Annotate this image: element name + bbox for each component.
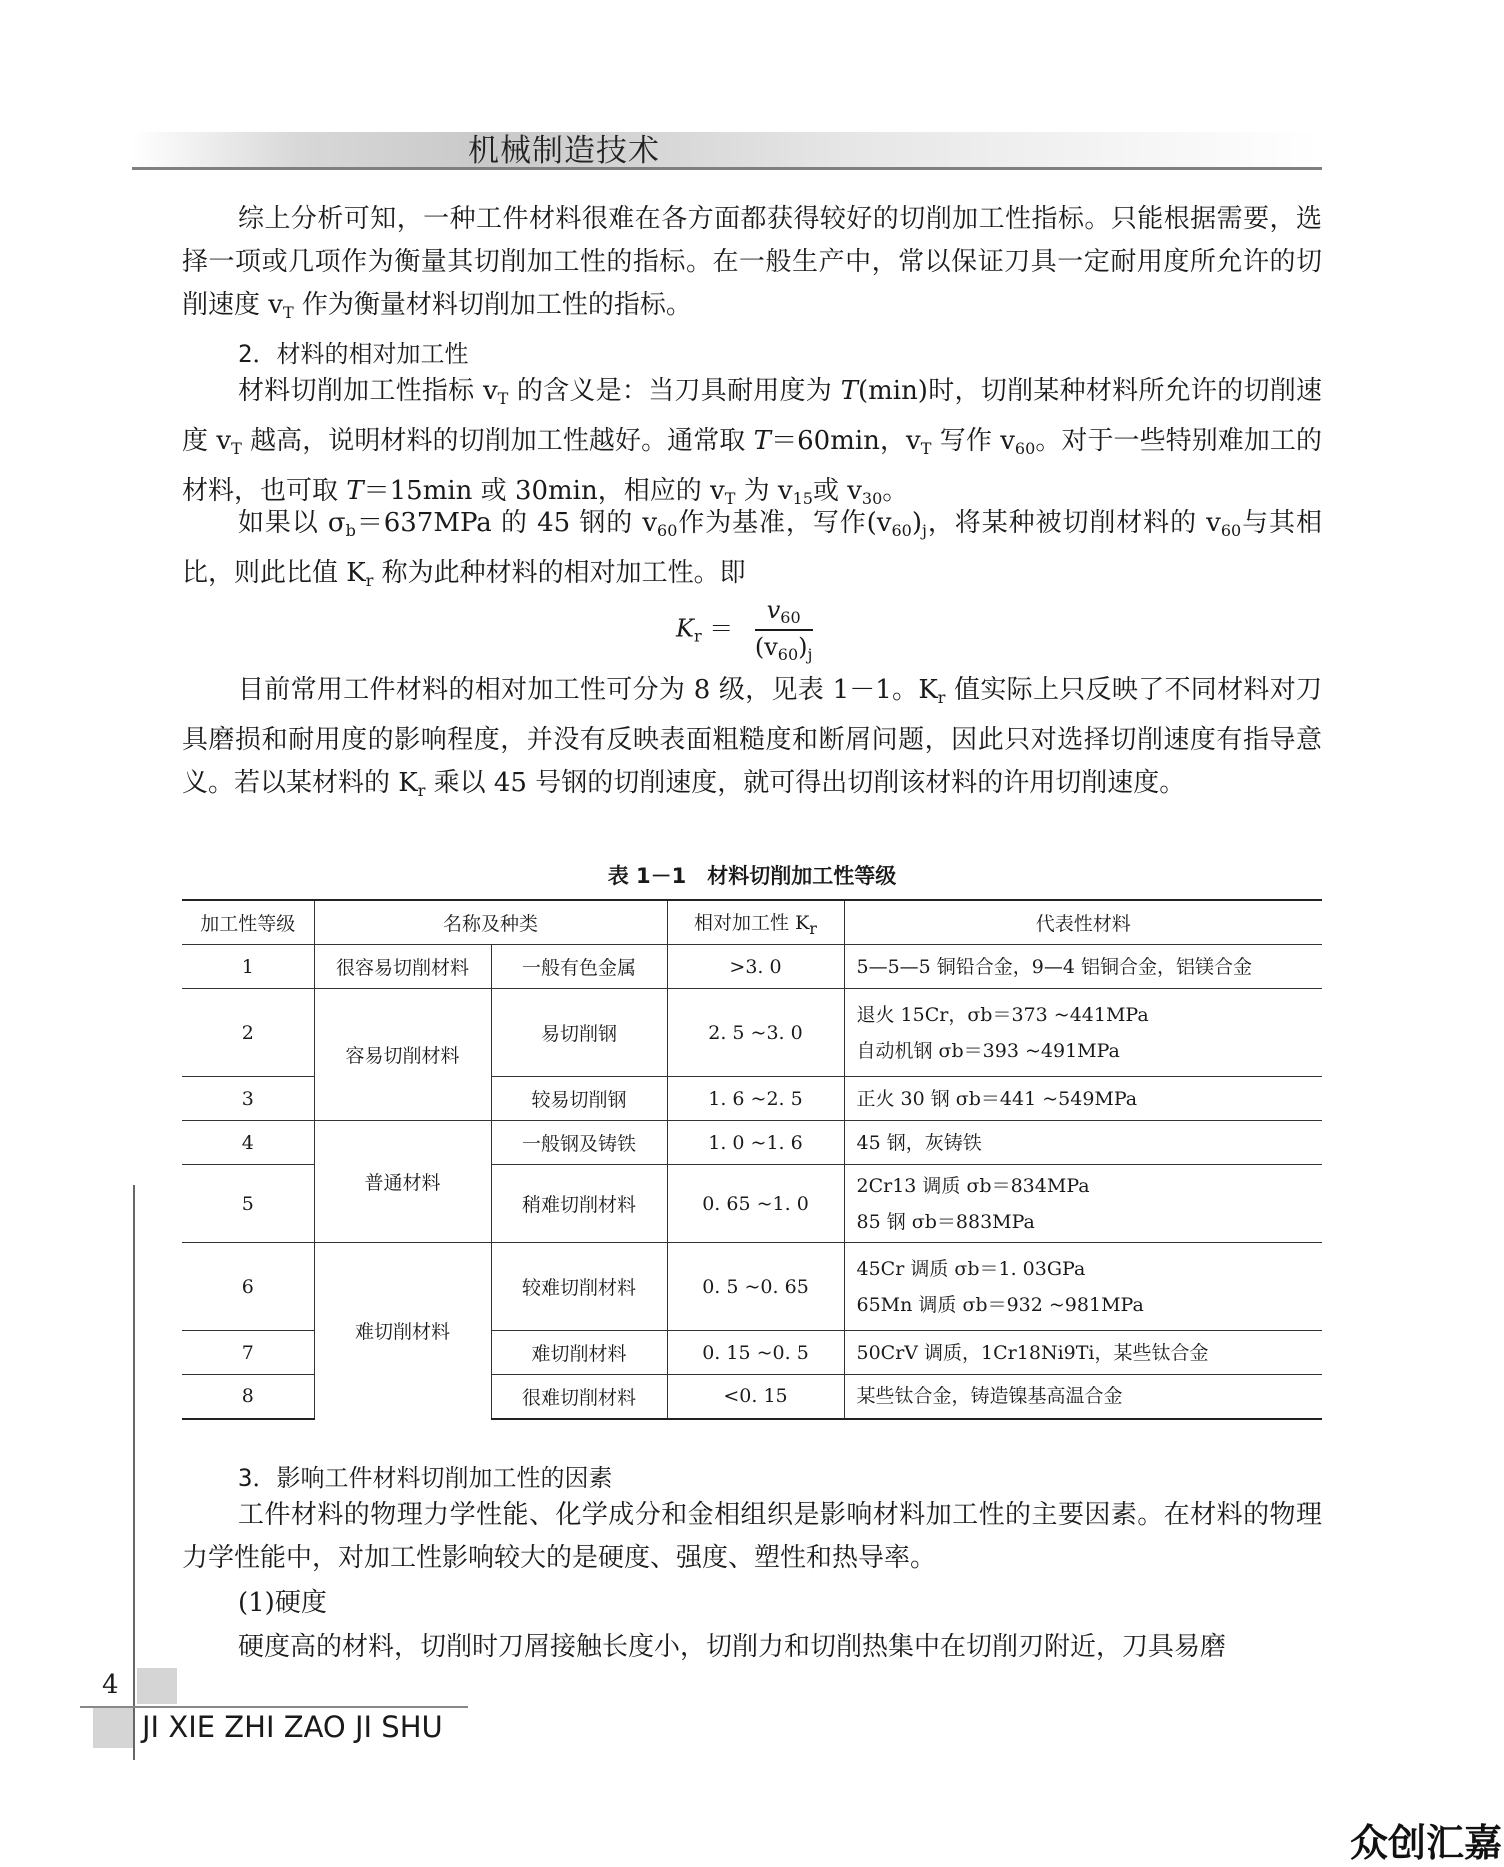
cell-grade: 3 xyxy=(182,1077,314,1121)
table-header-row xyxy=(182,900,1322,945)
table-row xyxy=(182,1121,1322,1165)
table-row xyxy=(182,989,1322,1077)
paragraph-4: 目前常用工件材料的相对加工性可分为 8 级，见表 1－1。$K_r$ 值实际上只反映了不同材料对刀具磨损和耐用度的影响程度，并没有反映表面粗糙度和断屑问题，因此只对选择切削速度有指导意义。若以某材料的 $K_r$ 乘以 45 号钢的切削速度，就可得出切削该材料的许用切削速度。 xyxy=(182,675,1322,800)
paragraph-6: 硬度高的材料，切削时刀屑接触长度小，切削力和切削热集中在切削刃附近，刀具易磨 xyxy=(238,1632,1227,1662)
cell-grade: 1 xyxy=(182,945,314,989)
cell-grade: 4 xyxy=(182,1121,314,1165)
cell-kind: 很难切削材料 xyxy=(491,1375,667,1419)
header-rule xyxy=(132,167,1322,170)
header-name: 名称及种类 xyxy=(314,900,667,945)
page-number: 4 xyxy=(102,1670,119,1700)
cell-kr: 0. 65 ~1. 0 xyxy=(667,1165,844,1243)
header-representative: 代表性材料 xyxy=(844,900,1322,945)
section-heading-2: 2．材料的相对加工性 xyxy=(238,340,469,368)
table-row xyxy=(182,1243,1322,1331)
cell-kind: 较易切削钢 xyxy=(491,1077,667,1121)
subheading-hardness: (1)硬度 xyxy=(238,1588,327,1618)
watermark-logo: 众创汇嘉 xyxy=(1350,1821,1503,1865)
cell-kr: 1. 6 ~2. 5 xyxy=(667,1077,844,1121)
cell-representative: 某些钛合金，铸造镍基高温合金 xyxy=(844,1375,1322,1419)
cell-representative: 2Cr13 调质 σb＝834MPa 85 钢 σb＝883MPa xyxy=(844,1165,1322,1243)
cell-grade: 2 xyxy=(182,989,314,1077)
machinability-table xyxy=(182,899,1322,1420)
cell-kind: 一般有色金属 xyxy=(491,945,667,989)
page-number-box xyxy=(137,1668,177,1704)
cell-kr: >3. 0 xyxy=(667,945,844,989)
cell-kind: 较难切削材料 xyxy=(491,1243,667,1331)
cell-kr: 0. 5 ~0. 65 xyxy=(667,1243,844,1331)
cell-representative: 45Cr 调质 σb＝1. 03GPa 65Mn 调质 σb＝932 ~981MPa xyxy=(844,1243,1322,1331)
book-title: 机械制造技术 xyxy=(468,133,660,169)
header-kr: 相对加工性 $K_r$ xyxy=(667,900,844,945)
cell-representative: 退火 15Cr，σb＝373 ~441MPa 自动机钢 σb＝393 ~491MPa xyxy=(844,989,1322,1077)
header-grade: 加工性等级 xyxy=(182,900,314,945)
footer-box xyxy=(93,1708,133,1748)
cell-kr: 1. 0 ~1. 6 xyxy=(667,1121,844,1165)
cell-representative: 正火 30 钢 σb＝441 ~549MPa xyxy=(844,1077,1322,1121)
cell-group: 普通材料 xyxy=(314,1121,491,1243)
paragraph-5: 工件材料的物理力学性能、化学成分和金相组织是影响材料加工性的主要因素。在材料的物理力学性能中，对加工性影响较大的是硬度、强度、塑性和热导率。 xyxy=(182,1500,1322,1573)
cell-kind: 一般钢及铸铁 xyxy=(491,1121,667,1165)
margin-rule xyxy=(133,1185,135,1760)
cell-group: 容易切削材料 xyxy=(314,989,491,1121)
cell-group: 难切削材料 xyxy=(314,1243,491,1419)
formula-kr: $K_r$ ＝ $\frac{v_{60}}{(v_{60})_j}$ xyxy=(676,596,813,664)
paragraph-2: 材料切削加工性指标 $v_T$ 的含义是：当刀具耐用度为 T(min)时，切削某种材料所允许的切削速度 $v_T$ 越高，说明材料的切削加工性越好。通常取 T＝60min，$v_T$ 写作 $v_{60}$。对于一些特别难加工的材料，也可取 T＝15min 或 30min，相应的 $v_T$ 为 $v_{15}$或 $v_{30}$。 xyxy=(182,376,1322,508)
cell-kind: 稍难切削材料 xyxy=(491,1165,667,1243)
cell-group: 很容易切削材料 xyxy=(314,945,491,989)
cell-grade: 6 xyxy=(182,1243,314,1331)
cell-kind: 易切削钢 xyxy=(491,989,667,1077)
cell-representative: 45 钢，灰铸铁 xyxy=(844,1121,1322,1165)
cell-grade: 7 xyxy=(182,1331,314,1375)
paragraph-1: 综上分析可知，一种工件材料很难在各方面都获得较好的切削加工性指标。只能根据需要，选择一项或几项作为衡量其切削加工性的指标。在一般生产中，常以保证刀具一定耐用度所允许的切削速度 $v_T$ 作为衡量材料切削加工性的指标。 xyxy=(182,204,1322,322)
paragraph-3: 如果以 $\sigma_b=637MPa$ 的 45 钢的 $v_{60}$作为基准，写作$(v_{60})_j$，将某种被切削材料的 $v_{60}$与其相比，则此比值 $K_r$ 称为此种材料的相对加工性。即 xyxy=(182,508,1322,590)
cell-grade: 5 xyxy=(182,1165,314,1243)
cell-kr: 2. 5 ~3. 0 xyxy=(667,989,844,1077)
footer-rule xyxy=(80,1706,468,1708)
cell-representative: 5—5—5 铜铅合金，9—4 铝铜合金，铝镁合金 xyxy=(844,945,1322,989)
cell-kind: 难切削材料 xyxy=(491,1331,667,1375)
cell-kr: 0. 15 ~0. 5 xyxy=(667,1331,844,1375)
cell-representative: 50CrV 调质，1Cr18Ni9Ti，某些钛合金 xyxy=(844,1331,1322,1375)
cell-grade: 8 xyxy=(182,1375,314,1419)
section-heading-3: 3．影响工件材料切削加工性的因素 xyxy=(238,1464,613,1492)
header-bar xyxy=(132,132,1322,168)
table-row xyxy=(182,945,1322,989)
table-caption: 表 1－1 材料切削加工性等级 xyxy=(607,864,897,888)
footer-pinyin: JI XIE ZHI ZAO JI SHU xyxy=(142,1710,443,1744)
cell-kr: <0. 15 xyxy=(667,1375,844,1419)
